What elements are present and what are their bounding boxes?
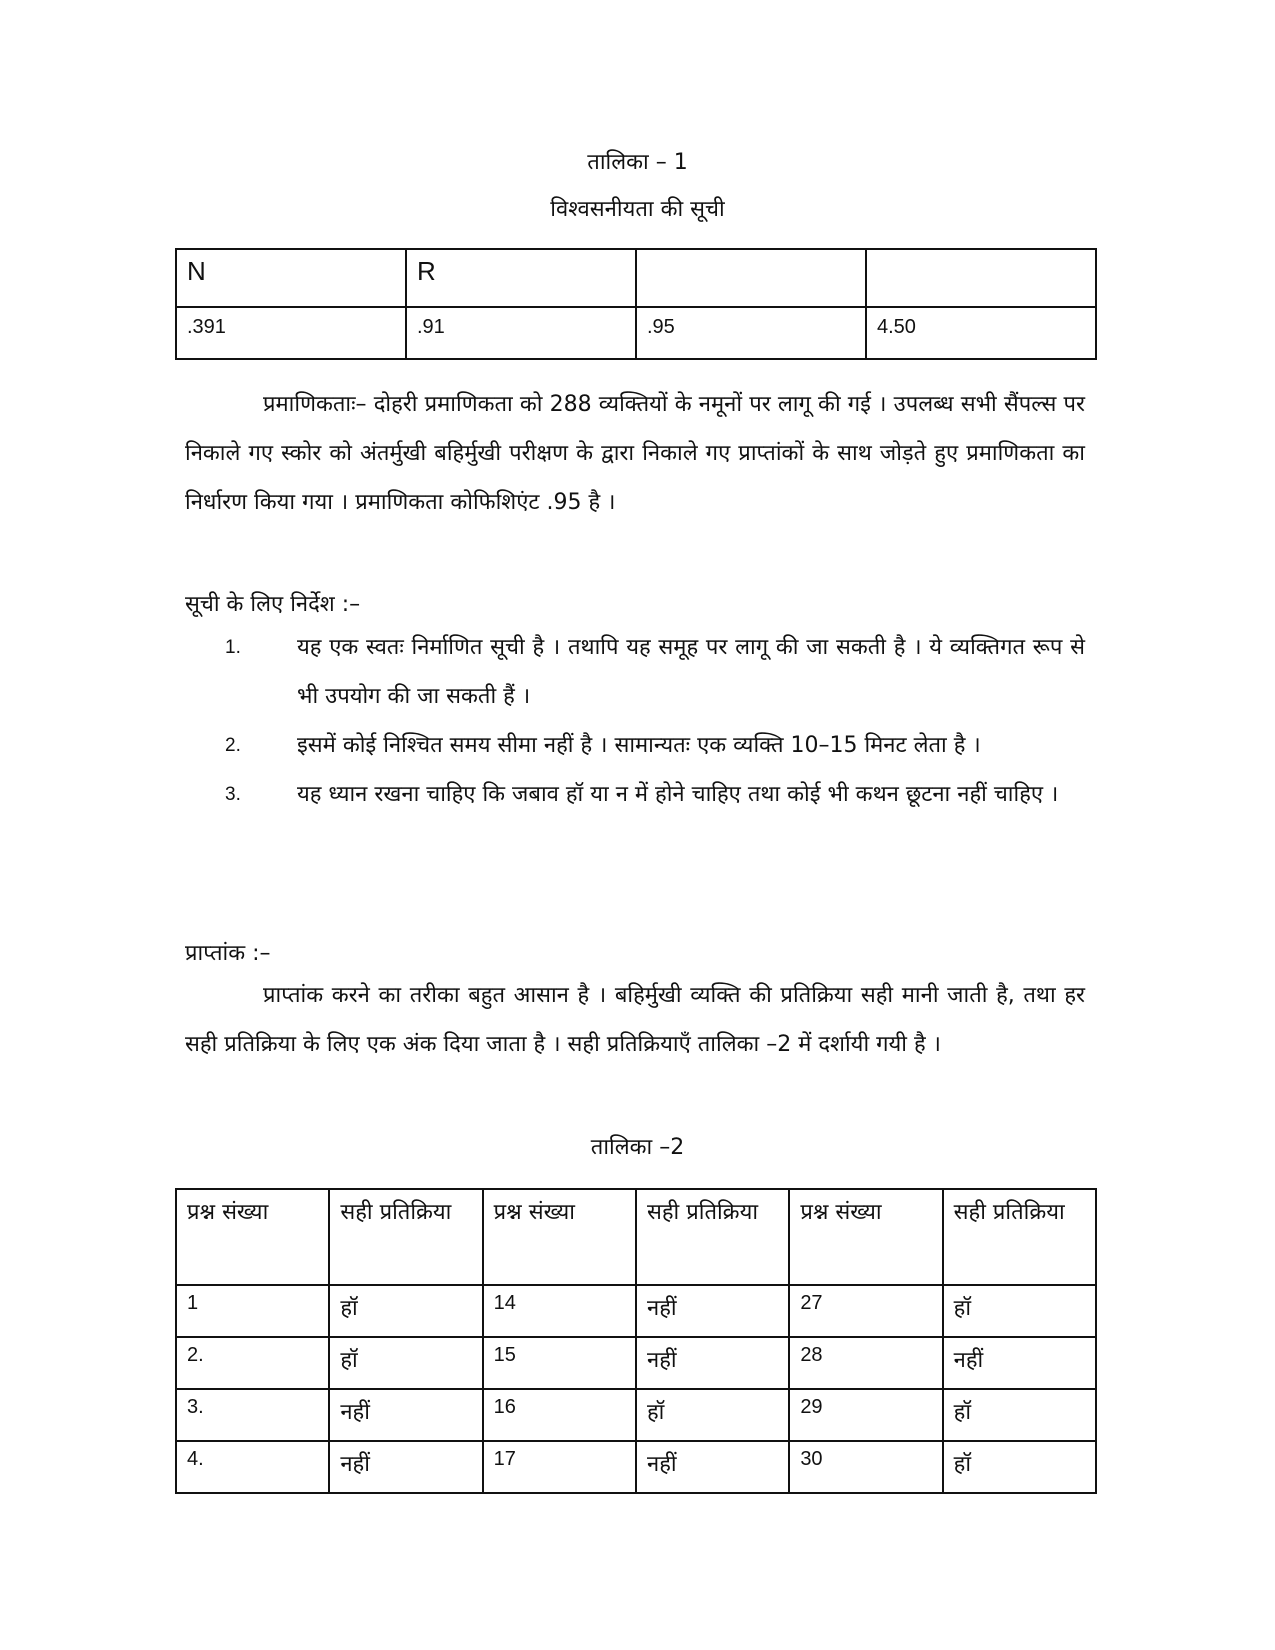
validity-paragraph [185, 380, 1085, 527]
table-cell: हॉ [943, 1441, 1096, 1493]
table-cell: 16 [483, 1389, 636, 1441]
validity-text: प्रमाणिकताः– दोहरी प्रमाणिकता को 288 व्यक्तियों के नमूनों पर लागू की गई । उपलब्ध सभी सैंपल्स पर निकाले गए स्कोर को अंतर्मुखी बहिर्मुखी परीक्षण के द्वारा निकाले गए प्राप्तांकों के साथ जोड़ते हुए प्रमाणिकता का निर्धारण किया गया । प्रमाणिकता कोफिशिएंट .95 है । [185, 392, 1085, 515]
list-item [185, 721, 1085, 770]
table-cell: 1 [176, 1285, 329, 1337]
scoring-heading: प्राप्तांक :– [185, 941, 271, 966]
table-cell: 29 [789, 1389, 942, 1441]
table-cell: हॉ [329, 1337, 482, 1389]
table-header-cell [636, 249, 866, 307]
table-cell: हॉ [943, 1389, 1096, 1441]
table-header-cell: सही प्रतिक्रिया [943, 1189, 1096, 1285]
table-header-cell: प्रश्न संख्या [176, 1189, 329, 1285]
table-cell: 4. [176, 1441, 329, 1493]
table-cell: हॉ [329, 1285, 482, 1337]
table-header-cell: N [176, 249, 406, 307]
list-item-number: 1. [225, 637, 241, 658]
table-cell: .391 [176, 307, 406, 359]
table-cell: 27 [789, 1285, 942, 1337]
table-cell: नहीं [329, 1389, 482, 1441]
table-cell: नहीं [329, 1441, 482, 1493]
table-cell: 17 [483, 1441, 636, 1493]
list-item-text: इसमें कोई निश्चित समय सीमा नहीं है । सामान्यतः एक व्यक्ति 10–15 मिनट लेता है । [297, 733, 981, 758]
table-cell: नहीं [943, 1337, 1096, 1389]
table-cell: 2. [176, 1337, 329, 1389]
table-header-cell [866, 249, 1096, 307]
list-item-number: 3. [225, 784, 241, 805]
scoring-text: प्राप्तांक करने का तरीका बहुत आसान है । बहिर्मुखी व्यक्ति की प्रतिक्रिया सही मानी जाती है, तथा हर सही प्रतिक्रिया के लिए एक अंक दिया जाता है । सही प्रतिक्रियाएँ तालिका –2 में दर्शायी गयी है । [185, 983, 1085, 1057]
table-header-cell: सही प्रतिक्रिया [636, 1189, 789, 1285]
table-cell: नहीं [636, 1441, 789, 1493]
list-item [185, 770, 1085, 819]
table-row [176, 1389, 1096, 1441]
table-cell: 14 [483, 1285, 636, 1337]
table1-title: विश्वसनीयता की सूची [550, 197, 725, 222]
list-item [185, 623, 1085, 721]
table-header-cell: प्रश्न संख्या [789, 1189, 942, 1285]
table-cell: 4.50 [866, 307, 1096, 359]
table-header-row [176, 249, 1096, 307]
instructions-heading: सूची के लिए निर्देश :– [185, 592, 361, 617]
table-cell: नहीं [636, 1337, 789, 1389]
table-row [176, 1285, 1096, 1337]
list-item-number: 2. [225, 735, 241, 756]
scoring-paragraph [185, 971, 1085, 1069]
list-item-text: यह ध्यान रखना चाहिए कि जबाव हॉ या न में होने चाहिए तथा कोई भी कथन छूटना नहीं चाहिए । [297, 782, 1059, 807]
table-row [176, 307, 1096, 359]
list-item-text: यह एक स्वतः निर्माणित सूची है । तथापि यह समूह पर लागू की जा सकती है । ये व्यक्तिगत रूप से भी उपयोग की जा सकती हैं । [297, 635, 1085, 709]
table-cell: .95 [636, 307, 866, 359]
table-cell: नहीं [636, 1285, 789, 1337]
reliability-table [175, 248, 1097, 360]
table-header-cell: प्रश्न संख्या [483, 1189, 636, 1285]
table-cell: 15 [483, 1337, 636, 1389]
table-row [176, 1441, 1096, 1493]
table-row [176, 1337, 1096, 1389]
table-header-row [176, 1189, 1096, 1285]
table-cell: 28 [789, 1337, 942, 1389]
table2-caption: तालिका –2 [590, 1135, 685, 1160]
table-cell: 30 [789, 1441, 942, 1493]
correct-response-table [175, 1188, 1097, 1494]
table-header-cell: सही प्रतिक्रिया [329, 1189, 482, 1285]
table1-caption: तालिका – 1 [587, 150, 688, 175]
table-cell: 3. [176, 1389, 329, 1441]
table-header-cell: R [406, 249, 636, 307]
table-cell: .91 [406, 307, 636, 359]
instructions-list [185, 623, 1085, 819]
table-cell: हॉ [636, 1389, 789, 1441]
table-cell: हॉ [943, 1285, 1096, 1337]
